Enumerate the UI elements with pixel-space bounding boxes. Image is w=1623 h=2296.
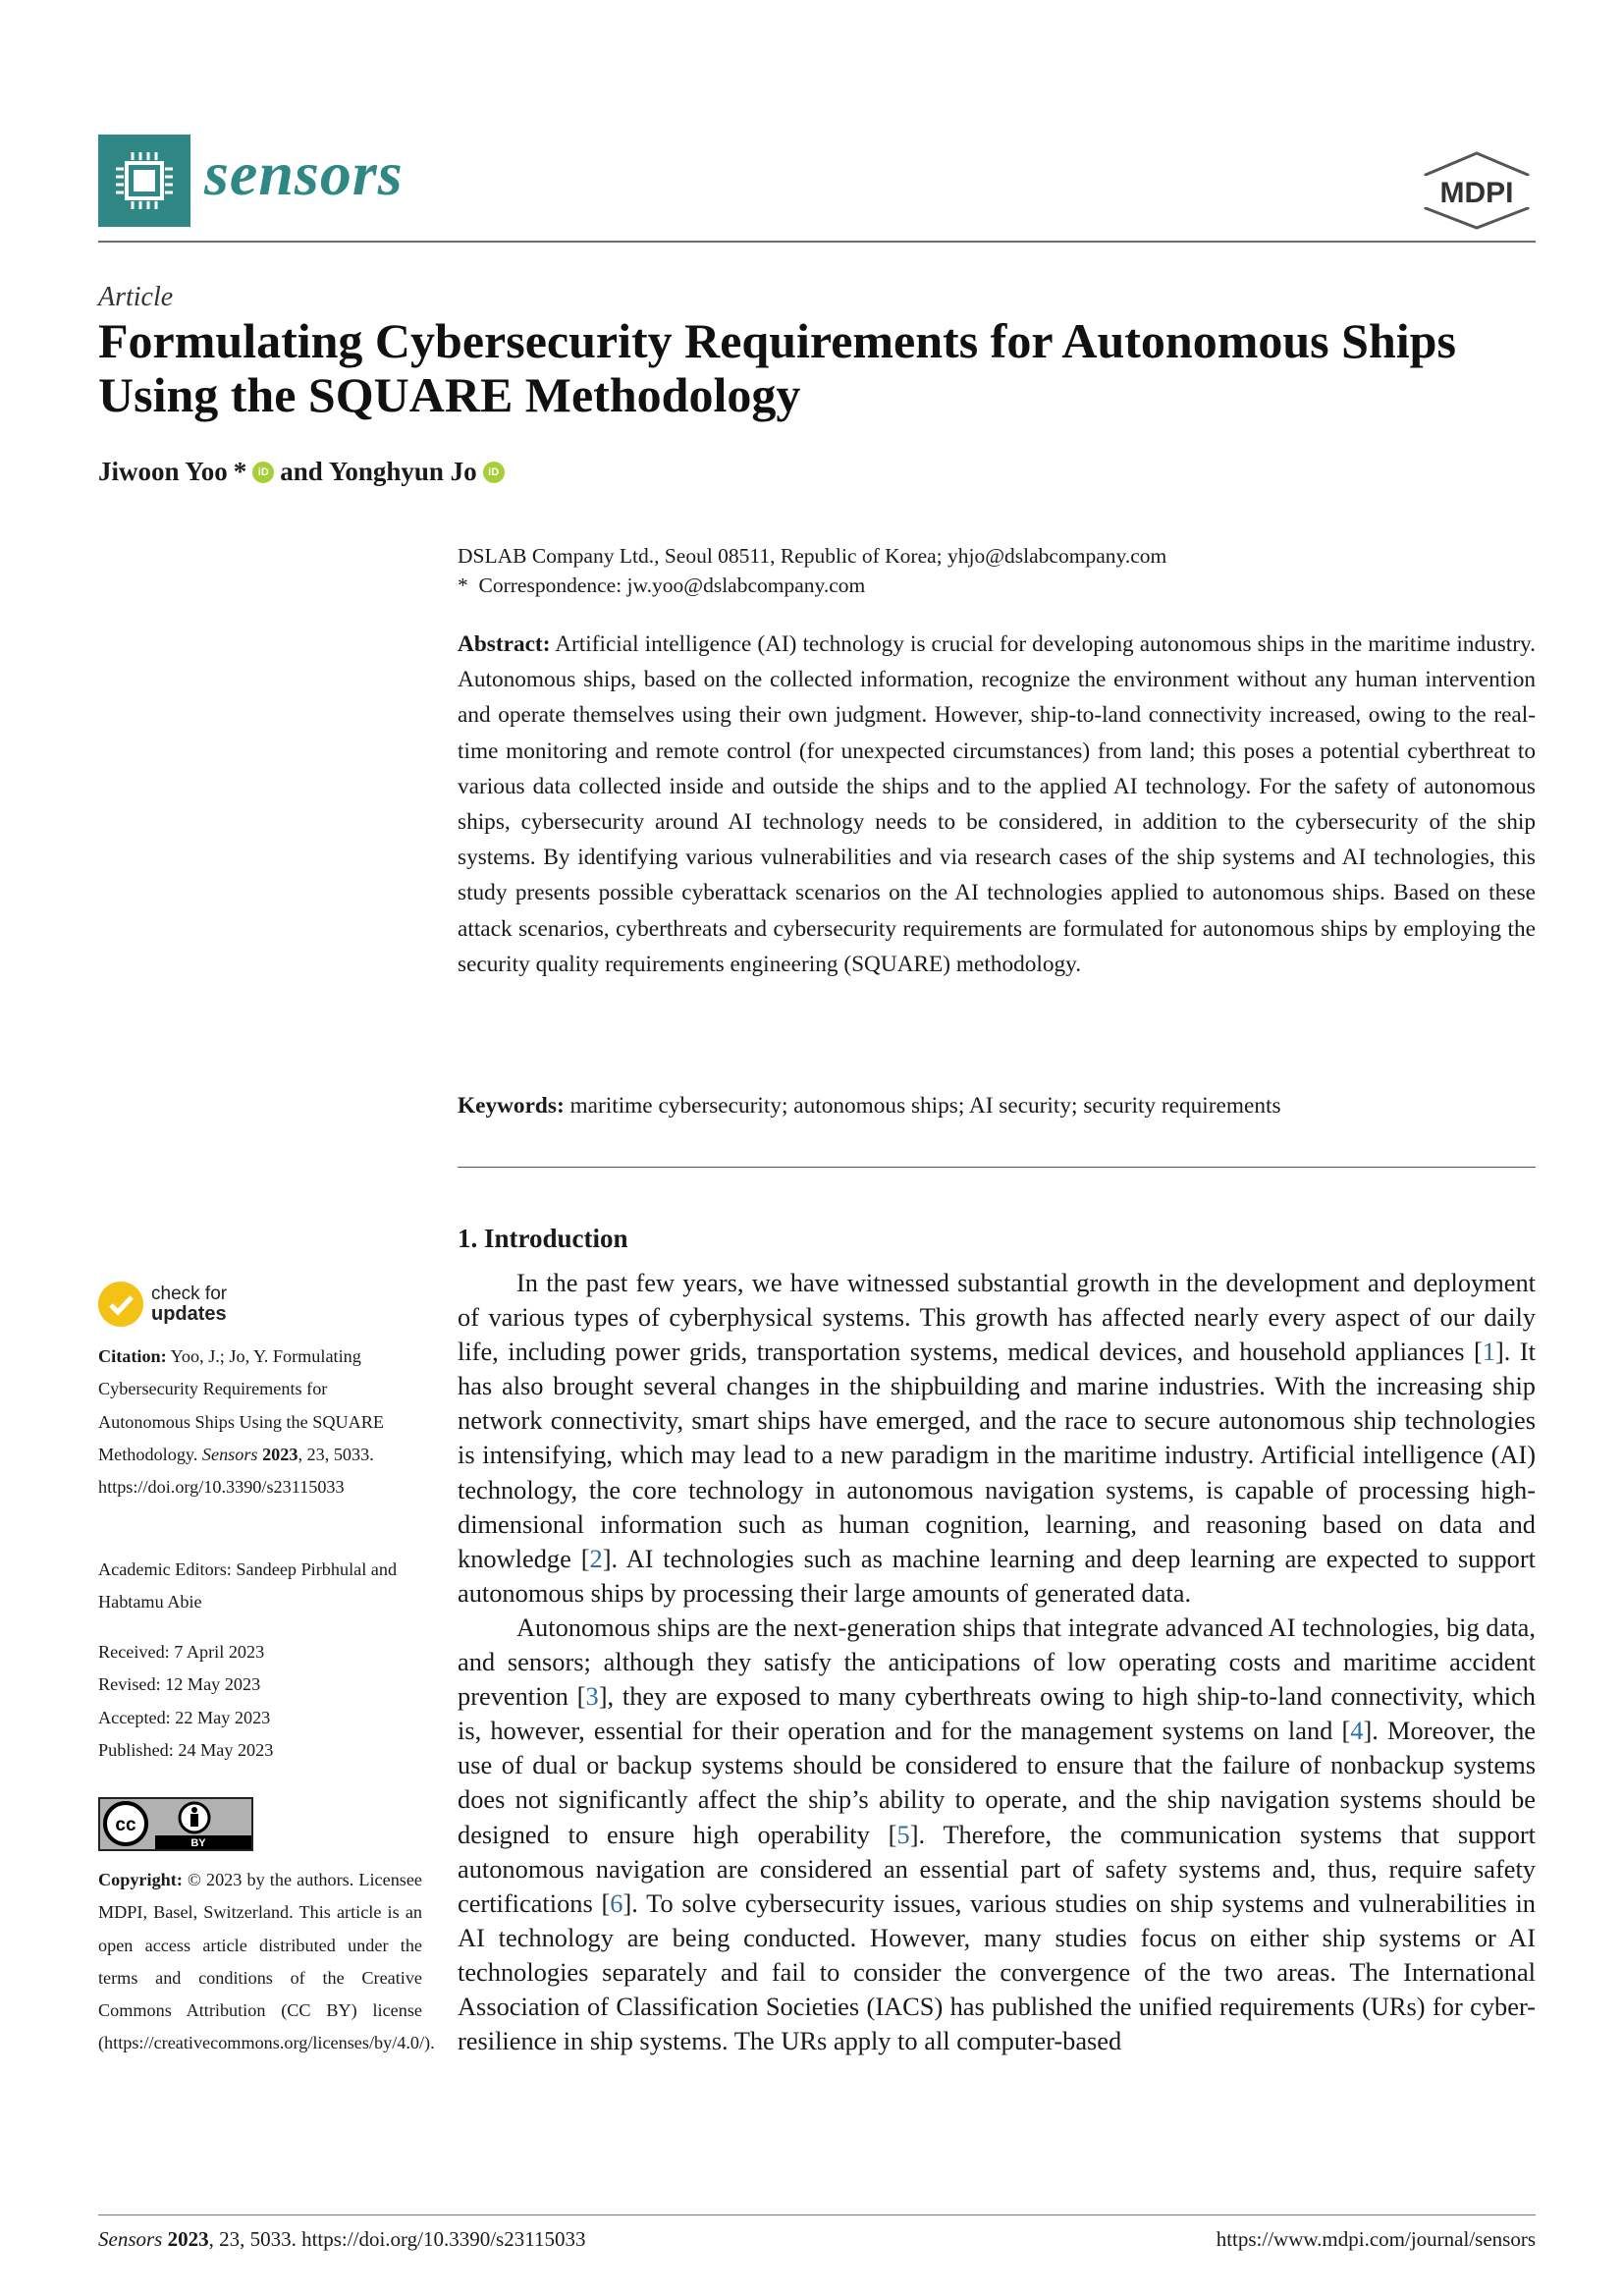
section-heading: 1. Introduction	[458, 1224, 628, 1253]
reference-link[interactable]: 3	[585, 1681, 599, 1712]
abstract-divider	[458, 1167, 1536, 1168]
journal-name: sensors	[204, 138, 404, 208]
reference-link[interactable]: 4	[1350, 1716, 1364, 1746]
footer-journal-url[interactable]: https://www.mdpi.com/journal/sensors	[1216, 2227, 1536, 2251]
citation: Citation: Yoo, J.; Jo, Y. Formulating Cybersecurity Requirements for Autonomous Ships Using the SQUARE Methodology. Sensors 2023, 23, 5033. https://doi.org/10.3390/s23115033	[98, 1346, 385, 1498]
corresponding-mark: *	[233, 457, 247, 486]
article-dates	[98, 1636, 422, 1767]
paragraph: In the past few years, we have witnessed substantial growth in the development and deployment of various types of cyberphysical systems. This growth has affected nearly every aspect of our daily life, including power grids, transportation systems, medical devices, and household appliances [1]. It has also brought several changes in the shipbuilding and marine industries. With the increasing ship network connectivity, smart ships have emerged, and the race to secure autonomous ship technologies is intensifying, which may lead to a new paradigm in the maritime industry. Artificial intelligence (AI) technology, the core technology in autonomous navigation systems, is capable of processing high-dimensional information such as human cognition, learning, and reasoning based on data and knowledge [2]. AI technologies such as machine learning and deep learning are expected to support autonomous ships by processing their large amounts of generated data.	[458, 1268, 1536, 1608]
revised-date: Revised: 12 May 2023	[98, 1674, 261, 1695]
accepted-date: Accepted: 22 May 2023	[98, 1707, 271, 1727]
publisher-logo	[1418, 149, 1536, 237]
citation-doi[interactable]: , 23, 5033. https://doi.org/10.3390/s23115033	[98, 1444, 374, 1498]
sensor-chip-icon	[98, 135, 190, 227]
reference-link[interactable]: 6	[610, 1887, 623, 1918]
author-list	[98, 457, 505, 487]
svg-text:BY: BY	[190, 1837, 206, 1849]
keywords-label: Keywords:	[458, 1093, 565, 1119]
checkmark-icon	[98, 1282, 143, 1327]
reference-link[interactable]: 5	[896, 1819, 910, 1849]
cc-by-license-icon[interactable]	[98, 1797, 253, 1851]
correspondence-email[interactable]: Correspondence: jw.yoo@dslabcompany.com	[478, 574, 866, 597]
orcid-icon[interactable]: iD	[252, 462, 274, 483]
footer-citation: Sensors 2023, 23, 5033. https://doi.org/10.3390/s23115033	[98, 2227, 586, 2251]
keywords-text: maritime cybersecurity; autonomous ships; AI security; security requirements	[569, 1093, 1281, 1119]
published-date: Published: 24 May 2023	[98, 1739, 274, 1760]
received-date: Received: 7 April 2023	[98, 1642, 265, 1662]
reference-link[interactable]: 1	[1482, 1337, 1496, 1367]
svg-text:cc: cc	[115, 1815, 136, 1835]
check-for-updates-button[interactable]	[98, 1282, 227, 1327]
abstract-label: Abstract:	[458, 631, 551, 657]
correspondence-line	[458, 571, 1536, 600]
reference-link[interactable]: 2	[589, 1543, 603, 1573]
copyright-notice: Copyright: © 2023 by the authors. Licensee MDPI, Basel, Switzerland. This article is an open access article distributed under the terms and conditions of the Creative Commons Attribution (CC BY) license (https://creativecommons.org/licenses/by/4.0/).	[98, 1870, 435, 2053]
affiliation	[458, 541, 1536, 600]
footer-doi-link[interactable]: , 23, 5033. https://doi.org/10.3390/s23115033	[208, 2227, 586, 2251]
footer-rule	[98, 2214, 1536, 2215]
paragraph: Autonomous ships are the next-generation ships that integrate advanced AI technologies, big data, and sensors; although they satisfy the anticipations of low operating costs and maritime accident prevention [3], they are exposed to many cyberthreats owing to high ship-to-land connectivity, which is, however, essential for their operation and for the management systems on land [4]. Moreover, the use of dual or backup systems should be considered to ensure that the failure of nonbackup systems does not significantly affect the ship’s ability to operate, and the ship navigation systems should be designed to ensure high operability [5]. Therefore, the communication systems that support autonomous navigation are considered an essential part of safety systems and, thus, require safety certifications [6]. To solve cybersecurity issues, various studies on ship systems and vulnerabilities in AI technology are being conducted. However, many studies focus on either ship systems or AI technologies separately and fail to consider the convergence of the two areas. The International Association of Classification Societies (IACS) has published the unified requirements (URs) for cyber-resilience in ship systems. The URs apply to all computer-based	[458, 1612, 1537, 2056]
orcid-icon[interactable]: iD	[483, 462, 505, 483]
introduction-body	[458, 1266, 1536, 2058]
author-connector: and	[280, 457, 323, 486]
article-title: Formulating Cybersecurity Requirements for Autonomous Ships Using the SQUARE Methodology	[98, 313, 1456, 422]
publisher-name: MDPI	[1439, 177, 1514, 209]
copyright-label: Copyright:	[98, 1870, 183, 1889]
academic-editors: Academic Editors: Sandeep Pirbhulal and Habtamu Abie	[98, 1559, 398, 1613]
mdpi-hexagon-logo	[1418, 149, 1536, 232]
citation-label: Citation:	[98, 1346, 167, 1366]
keywords	[458, 1088, 1536, 1123]
affiliation-line: DSLAB Company Ltd., Seoul 08511, Republic of Korea; yhjo@dslabcompany.com	[458, 544, 1167, 568]
abstract	[458, 627, 1536, 982]
author-name[interactable]: Jiwoon Yoo	[98, 457, 228, 486]
check-updates-line1: check for	[151, 1284, 228, 1304]
correspondence-mark: *	[458, 574, 468, 597]
article-type: Article	[98, 282, 174, 312]
abstract-text: Artificial intelligence (AI) technology is crucial for developing autonomous ships in the maritime industry. Autonomous ships, based on the collected information, recognize the environment without any human intervention and operate themselves using their own judgment. However, ship-to-land connectivity increased, owing to the real-time monitoring and remote control (for unexpected circumstances) from land; this poses a potential cyberthreat to various data collected inside and outside the ships and to the applied AI technology. For the safety of autonomous ships, cybersecurity around AI technology needs to be considered, in addition to the cybersecurity of the ship systems. By identifying various vulnerabilities and via research cases of the ship systems and AI technologies, this study presents possible cyberattack scenarios on the AI technologies applied to autonomous ships. Based on these attack scenarios, cyberthreats and cybersecurity requirements are formulated for autonomous ships by employing the security quality requirements engineering (SQUARE) methodology.	[458, 631, 1536, 977]
check-updates-line2: updates	[151, 1303, 227, 1325]
journal-logo	[98, 135, 190, 227]
author-name[interactable]: Yonghyun Jo	[328, 457, 477, 486]
header-rule	[98, 241, 1536, 243]
